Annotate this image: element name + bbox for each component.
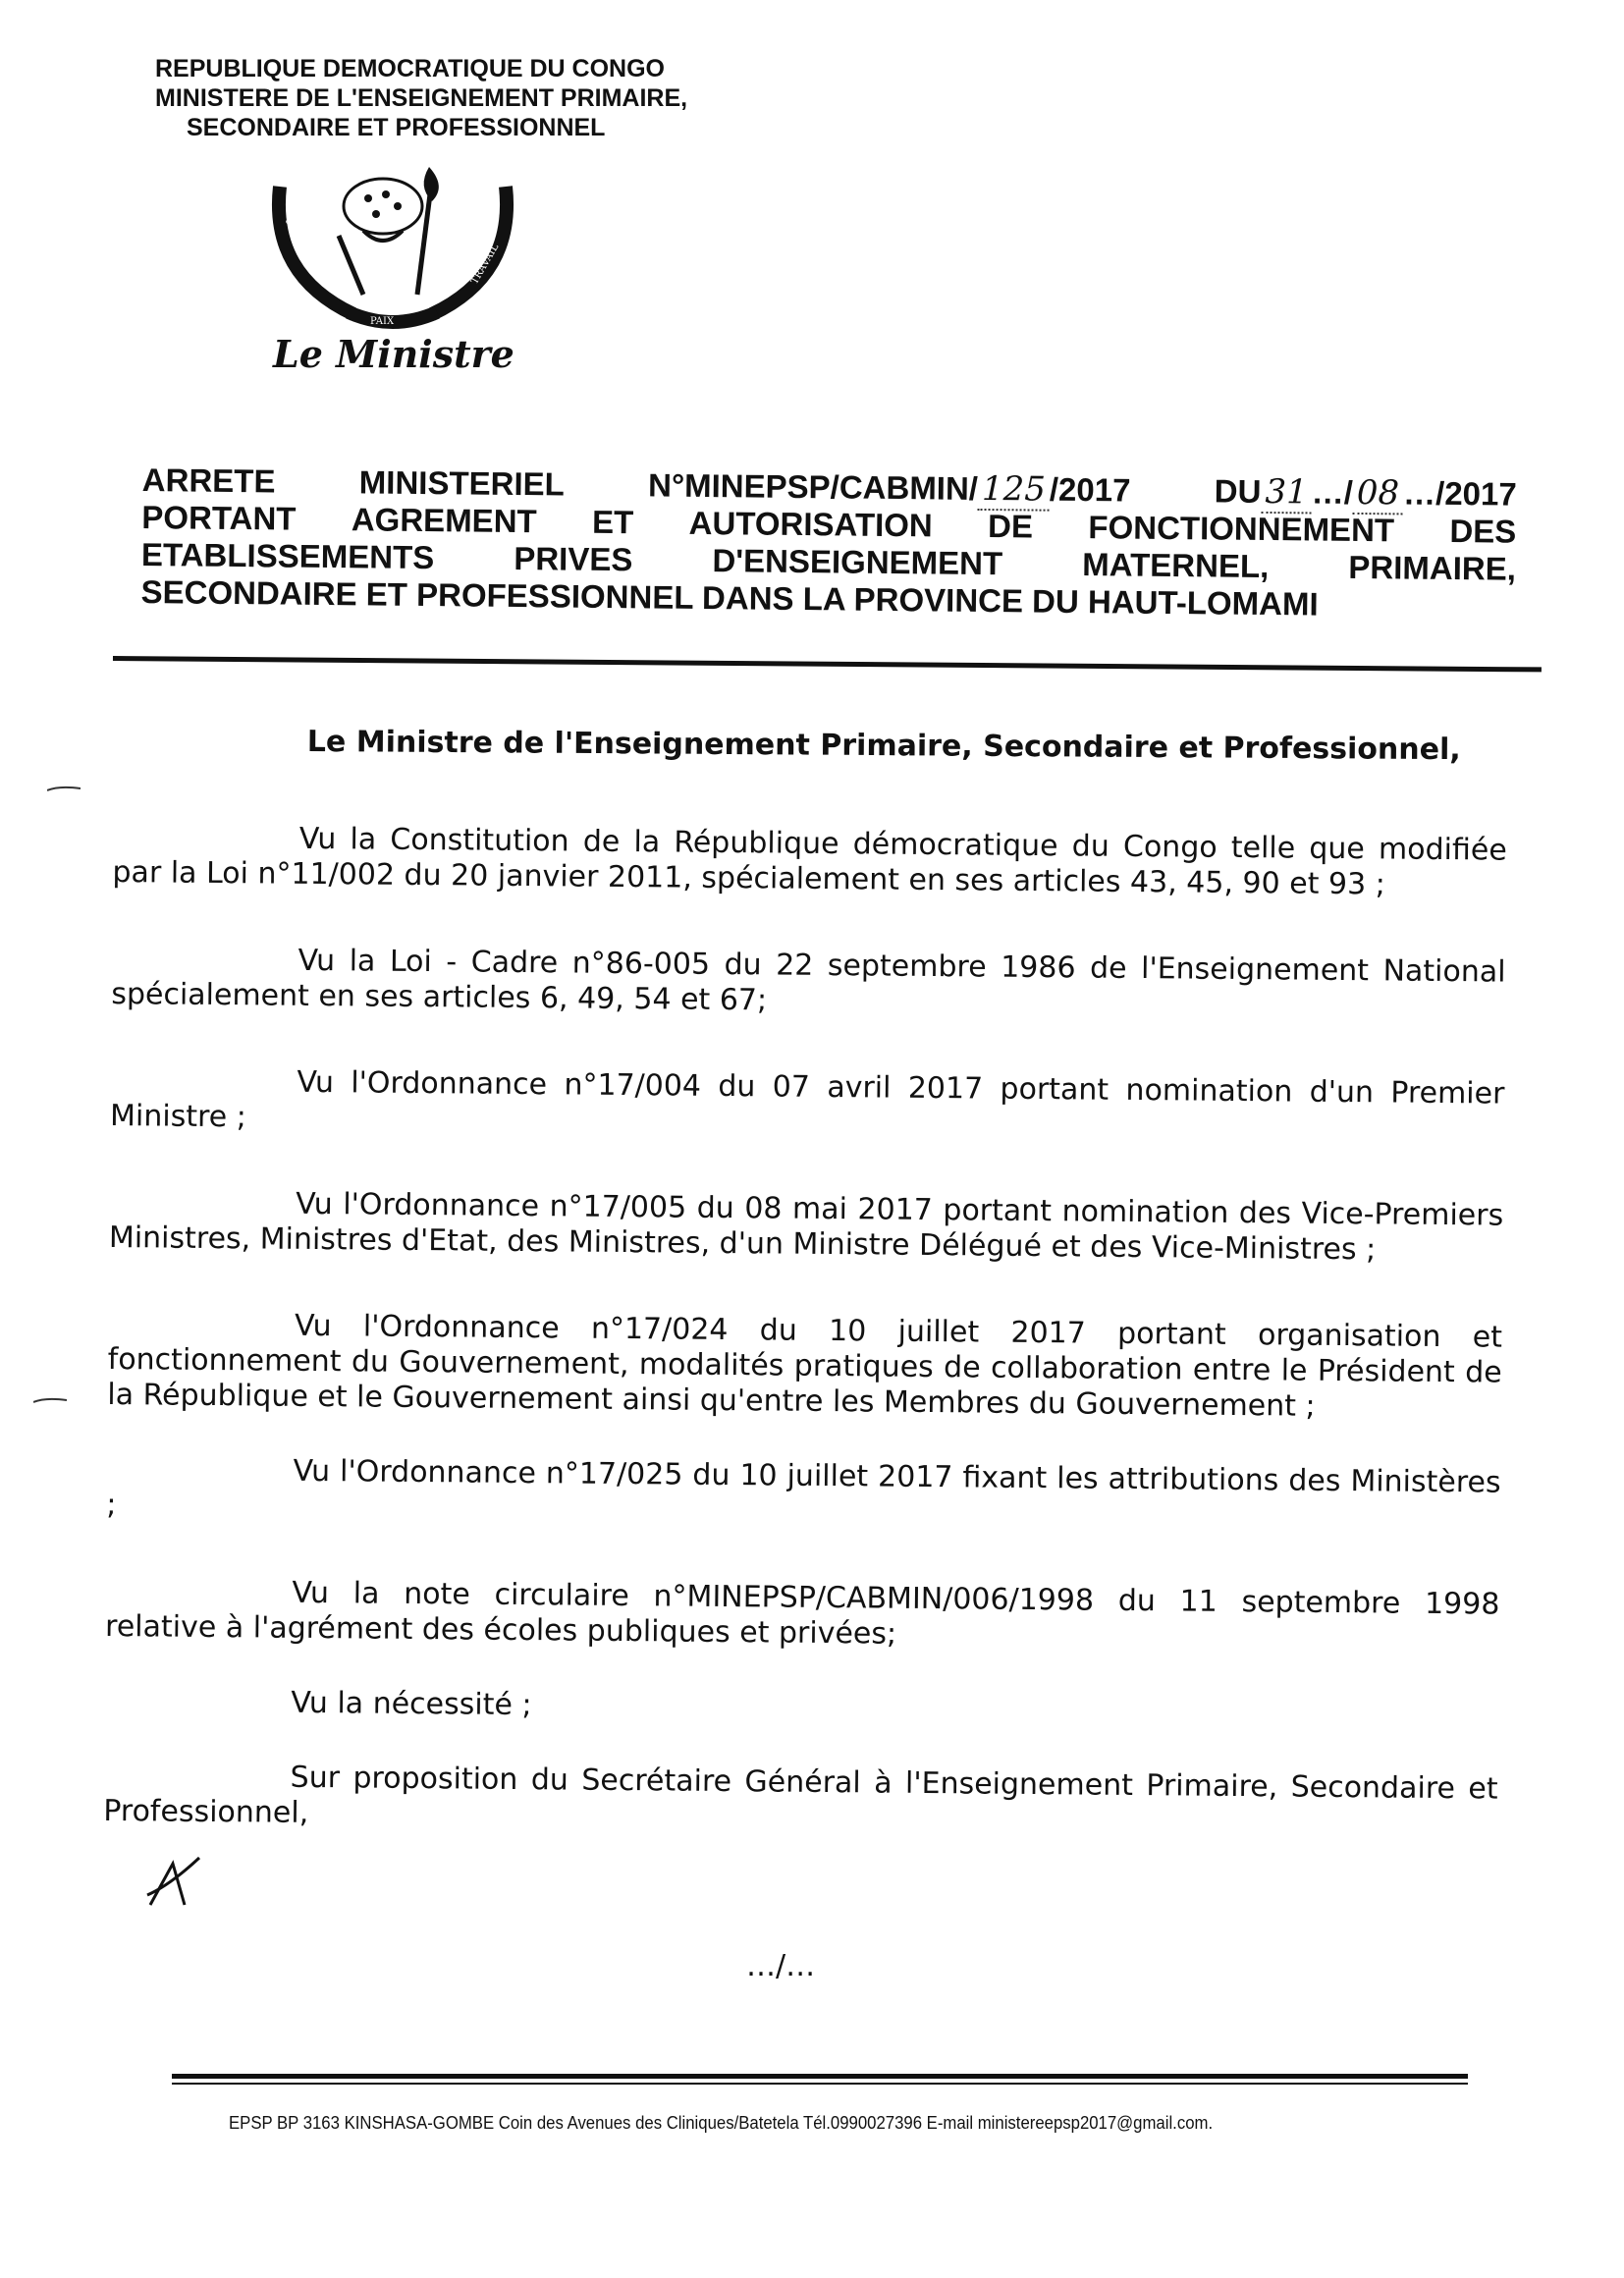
title-word: AUTORISATION <box>688 504 933 544</box>
recital-proposition: Sur proposition du Secrétaire Général à l'Enseignement Primaire, Secondaire et Professionnel, <box>103 1760 1498 1830</box>
decree-date <box>1215 472 1517 513</box>
recital-ordonnance-024: Vu l'Ordonnance n°17/024 du 10 juillet 2017 portant organisation et fonctionnement du Gouvernement, modalités pratiques de collaboration entre le Président de la République et le Gouvernement ainsi qu'entre les Membres du Gouvernement ; <box>107 1308 1503 1424</box>
recital-constitution: Vu la Constitution de la République démocratique du Congo telle que modifiée par la Loi n°11/002 du 20 janvier 2011, spécialement en ses articles 43, 45, 90 et 93 ; <box>112 821 1507 902</box>
decree-title <box>140 461 1517 625</box>
title-word: PRIVES <box>514 539 633 578</box>
title-word: PRIMAIRE, <box>1348 548 1517 587</box>
title-word: FONCTIONNEMENT <box>1088 509 1395 549</box>
decree-year: /2017 <box>1049 470 1131 509</box>
continuation-marker: …/… <box>746 1949 816 1983</box>
letterhead <box>147 54 717 142</box>
decree-day-handwritten: 31 <box>1261 472 1312 515</box>
title-word: D'ENSEIGNEMENT <box>712 542 1003 582</box>
recital-loi-cadre: Vu la Loi - Cadre n°86-005 du 22 septembre 1986 de l'Enseignement National spécialement en ses articles 6, 49, 54 et 67; <box>111 943 1506 1018</box>
date-prefix: DU <box>1214 472 1262 510</box>
recital-ordonnance-025: Vu l'Ordonnance n°17/025 du 10 juillet 2017 fixant les attributions des Ministères ; <box>106 1453 1501 1523</box>
recital-necessite: Vu la nécessité ; <box>291 1685 532 1723</box>
recital-ordonnance-005: Vu l'Ordonnance n°17/005 du 08 mai 2017 portant nomination des Vice-Premiers Ministres, Ministres d'Etat, des Ministres, d'un Ministre Délégué et des Vice-Ministres ; <box>108 1186 1504 1268</box>
title-divider <box>113 656 1542 672</box>
title-word: ET <box>591 503 634 541</box>
decree-reference <box>648 466 1131 509</box>
title-word: MINISTERIEL <box>358 463 565 503</box>
decree-month-handwritten: 08 <box>1353 473 1404 515</box>
seal-motto-justice: JUSTICE <box>285 218 310 264</box>
seal-motto-travail: TRAVAIL <box>469 242 502 287</box>
margin-tick-icon <box>33 1397 67 1403</box>
decree-body <box>103 820 1507 1902</box>
title-word: MATERNEL, <box>1082 546 1270 585</box>
letterhead-country: REPUBLIQUE DEMOCRATIQUE DU CONGO <box>155 55 665 82</box>
seal-motto-paix: PAIX <box>370 316 395 327</box>
footer-divider <box>172 2074 1468 2079</box>
minister-heading: Le Ministre de l'Enseignement Primaire, Secondaire et Professionnel, <box>306 725 1461 768</box>
recital-ordonnance-004: Vu l'Ordonnance n°17/004 du 07 avril 2017 portant nomination d'un Premier Ministre ; <box>109 1064 1505 1135</box>
title-line-text: SECONDAIRE ET PROFESSIONNEL DANS LA PROVINCE DU HAUT-LOMAMI <box>140 572 1319 623</box>
title-word: DES <box>1449 512 1517 550</box>
decree-number-handwritten: 125 <box>978 469 1050 512</box>
decree-prefix: N°MINEPSP/CABMIN/ <box>647 466 979 507</box>
title-word: AGREMENT <box>351 501 537 540</box>
title-word: ETABLISSEMENTS <box>140 535 435 576</box>
recital-note-circulaire: Vu la note circulaire n°MINEPSP/CABMIN/006/1998 du 11 septembre 1998 relative à l'agrément des écoles publiques et privées; <box>104 1575 1500 1652</box>
footer-contact: EPSP BP 3163 KINSHASA-GOMBE Coin des Avenues des Cliniques/Batetela Tél.0990027396 E-mail ministereepsp2017@gmail.com. <box>229 2113 1214 2133</box>
minister-signature-caption: Le Ministre <box>273 332 514 376</box>
handwritten-initials-icon <box>145 1856 204 1915</box>
letterhead-ministry: MINISTERE DE L'ENSEIGNEMENT PRIMAIRE, <box>155 84 688 112</box>
date-separator: …/ <box>1311 473 1354 511</box>
date-year: …/2017 <box>1402 474 1517 513</box>
letterhead-ministry-cont: SECONDAIRE ET PROFESSIONNEL <box>187 114 606 141</box>
footer-divider-thin <box>172 2083 1468 2085</box>
title-word: PORTANT <box>141 498 297 537</box>
title-word: DE <box>987 508 1034 545</box>
coat-of-arms-icon <box>260 167 525 334</box>
margin-tick-icon <box>47 786 81 791</box>
title-word: ARRETE <box>141 461 276 500</box>
